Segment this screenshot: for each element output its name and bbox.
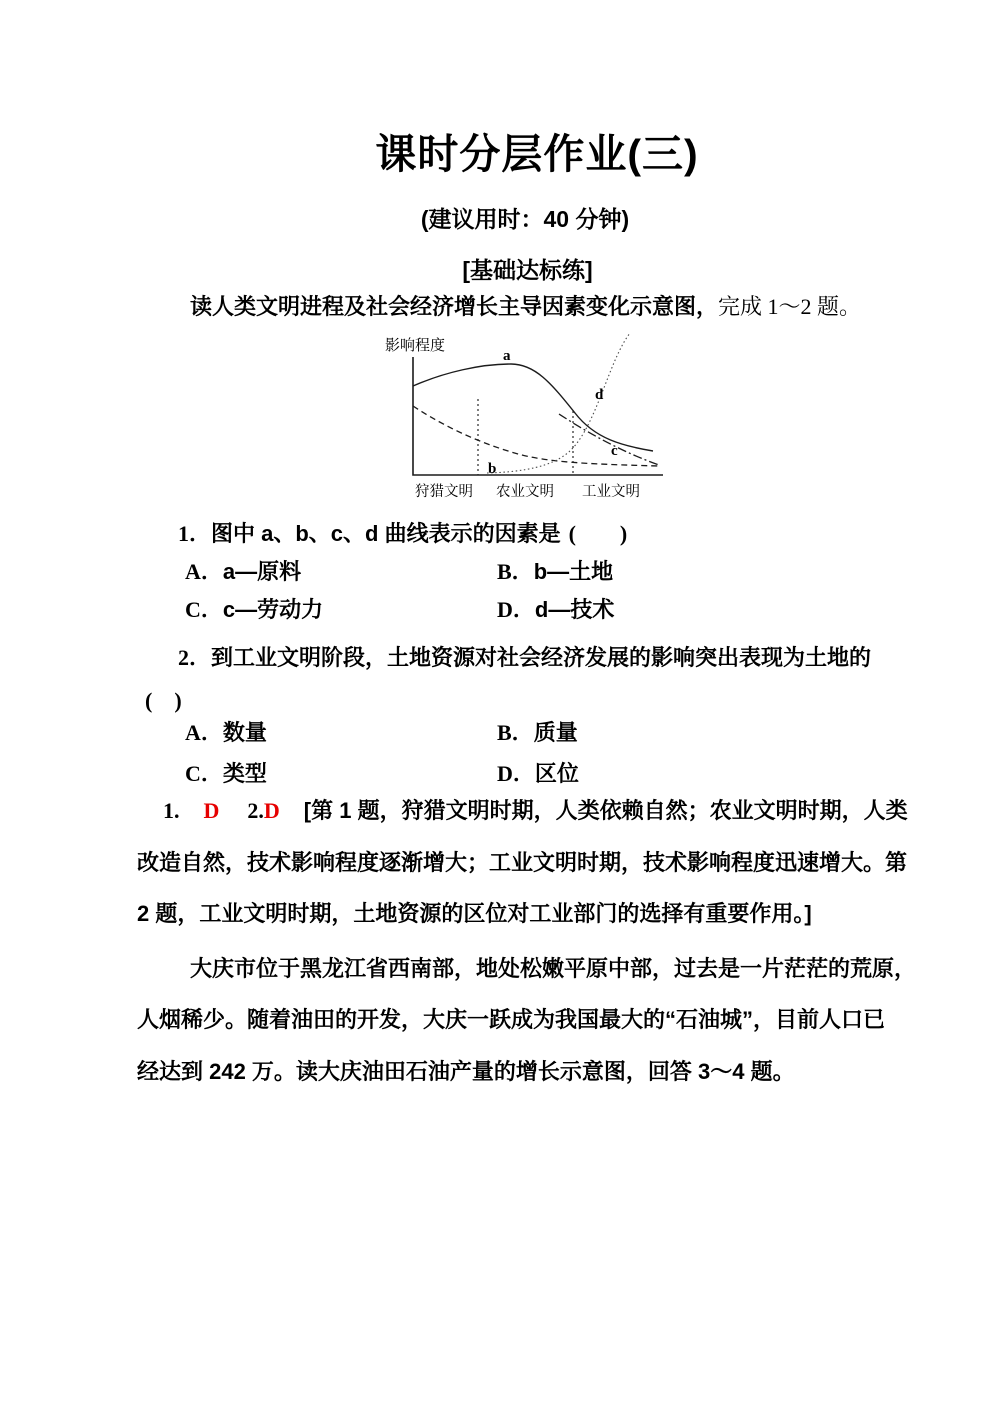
- curve-b-label: b: [488, 461, 497, 477]
- question-1-stem: [178, 517, 627, 548]
- option-2d: [497, 757, 579, 788]
- y-axis-label: 影响程度: [385, 338, 446, 354]
- curve-b-line: [413, 406, 659, 466]
- intro-lead: 读人类文明进程及社会经济增长主导因素变化示意图，: [190, 294, 719, 319]
- chart-axes: [413, 357, 663, 475]
- factors-change-figure: [383, 333, 675, 510]
- explanation-line-3: 2 题，工业文明时期，土地资源的区位对工业部门的选择有重要作用。]: [137, 901, 812, 926]
- question-2-stem: [178, 641, 871, 672]
- option-2a-text: 数量: [222, 720, 267, 745]
- question-1-options-row-1: [0, 555, 1000, 585]
- question-1-number: 1．: [178, 521, 212, 546]
- curve-a-label: a: [503, 348, 511, 364]
- option-1a: [185, 555, 301, 586]
- page-title: 课时分层作业(三): [375, 131, 699, 177]
- option-2b: [497, 716, 578, 747]
- option-2a-letter: A．: [185, 720, 223, 745]
- intro-sentence: [190, 290, 861, 321]
- question-1-paren: ( ): [568, 521, 628, 546]
- answer-line-1: [163, 794, 908, 825]
- stage-label-agriculture: 农业文明: [496, 484, 554, 500]
- question-1-text: 图中 a、b、c、d 曲线表示的因素是: [211, 521, 561, 546]
- option-2c-letter: C．: [185, 761, 223, 786]
- curve-d-label: d: [595, 387, 604, 403]
- section-label: [基础达标练]: [462, 257, 593, 283]
- question-2-options-row-2: [0, 757, 1000, 787]
- option-1d-text: d—技术: [534, 597, 615, 622]
- answer-2-number: 2.: [247, 798, 264, 823]
- option-2d-letter: D．: [497, 761, 535, 786]
- question-2-text: 到工业文明阶段，土地资源对社会经济发展的影响突出表现为土地的: [211, 645, 872, 670]
- question-1-options-row-2: [0, 593, 1000, 623]
- passage-line-1: 大庆市位于黑龙江省西南部，地处松嫩平原中部，过去是一片茫茫的荒原，: [190, 956, 917, 981]
- passage-line-3: 经达到 242 万。读大庆油田石油产量的增长示意图，回答 3～4 题。: [137, 1059, 795, 1084]
- option-2c: [185, 757, 267, 788]
- answer-1-number: 1.: [163, 798, 180, 823]
- option-1d-letter: D．: [497, 597, 535, 622]
- question-2-options-row-1: [0, 716, 1000, 746]
- option-1d: [497, 593, 614, 624]
- question-2-paren: ( ): [145, 688, 182, 713]
- factors-chart-svg: [383, 333, 675, 505]
- curve-a-line: [413, 364, 653, 451]
- option-2d-text: 区位: [534, 761, 579, 786]
- option-1b-text: b—土地: [533, 559, 614, 584]
- option-1b-letter: B．: [497, 559, 534, 584]
- answer-2-value: D: [263, 798, 280, 823]
- option-1a-text: a—原料: [222, 559, 302, 584]
- option-2b-text: 质量: [533, 720, 578, 745]
- question-2-number: 2．: [178, 645, 212, 670]
- suggested-time-note: (建议用时：40 分钟): [420, 206, 630, 232]
- stage-label-hunting: 狩猎文明: [415, 484, 473, 500]
- option-2c-text: 类型: [222, 761, 267, 786]
- curve-c-label: c: [611, 443, 618, 459]
- stage-label-industry: 工业文明: [582, 484, 640, 500]
- passage-line-2: 人烟稀少。随着油田的开发，大庆一跃成为我国最大的“石油城”，目前人口已: [137, 1007, 886, 1032]
- option-2b-letter: B．: [497, 720, 534, 745]
- option-1c-text: c—劳动力: [222, 597, 324, 622]
- option-1c: [185, 593, 323, 624]
- option-1a-letter: A．: [185, 559, 223, 584]
- explanation-line-2: 改造自然，技术影响程度逐渐增大；工业文明时期，技术影响程度迅速增大。第: [137, 850, 908, 875]
- answer-1-value: D: [203, 798, 220, 823]
- option-1b: [497, 555, 613, 586]
- option-2a: [185, 716, 267, 747]
- explanation-line-1: [第 1 题，狩猎文明时期，人类依赖自然；农业文明时期，人类: [303, 798, 908, 823]
- option-1c-letter: C．: [185, 597, 223, 622]
- intro-tail: 完成 1～2 题。: [718, 294, 862, 319]
